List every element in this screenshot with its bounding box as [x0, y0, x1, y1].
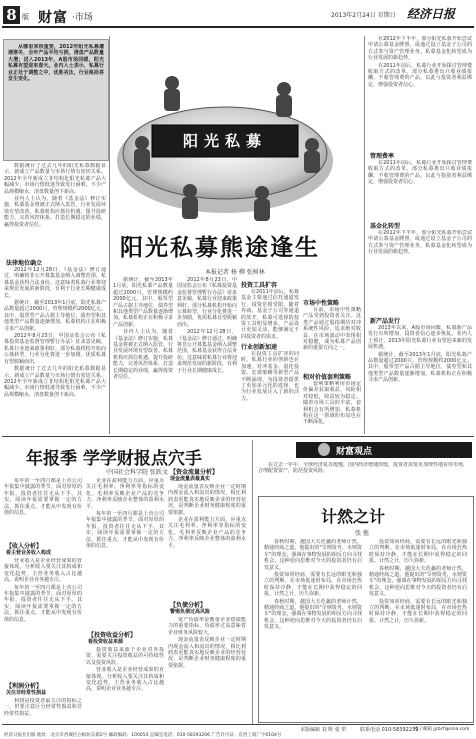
report-col-2 [86, 478, 164, 596]
report-sub-profit: 【利润分析】 [6, 683, 43, 690]
essay-byline: 张 弛 [355, 530, 369, 537]
report-col-3 [168, 484, 246, 596]
report-col-1c [4, 698, 82, 720]
main-col-5b [303, 381, 361, 427]
main-col-4b [241, 351, 299, 427]
lead-box [3, 39, 109, 161]
col5-paragraph-2: 套利策略利用市场定价偏差获取收益，风险相对较低，收益较为稳定。随着市场工具的丰富，套利机会有所增加，私募机构在这一领域的布局也在不断深化。 [303, 381, 361, 426]
report-paragraph-4: 企业在盈利能力方面，应重点关注毛利率、净利率等指标的变化。毛利率反映企业产品的竞争力，净利率反映企业整体的盈利水平。 [86, 478, 164, 510]
issue-date: 2013年2月24日 星期日 [331, 12, 396, 19]
right-col-new [368, 325, 472, 429]
main-col-4 [241, 289, 299, 339]
report-sub-income: 【收入分析】 [6, 543, 43, 550]
column-rule-right [364, 36, 365, 434]
report-paragraph-5: 投资收益来源于企业对外投资，需要关注投资收益的可持续性以及投资风险。 [86, 647, 164, 666]
right-paragraph-4: 在2012年下半年，部分阳光私募开始尝试申请公募基金牌照，或通过设立基金子公司的方式参与资产管理业务，私募基金化转型成为行业发展的新趋势。 [368, 230, 472, 256]
footer-email: 电子邮箱 jjrbcf@sina.com [414, 727, 470, 732]
essay-paragraph-2b: 春秋时期，越国大夫范蠡的老师计然，精通经商之道。他提出的"旱则资舟，水则资车"的理念，强调在事物发展的相反方向寻找机会，这种逆向思维对今天的投资者仍有启发意义。 [369, 565, 467, 598]
report-paragraph-5b: 营业收入是企业经营成果的直接体现。分析收入要关注其构成和变化趋势，主营业务收入占比越高，说明企业业务越专注。 [86, 667, 164, 693]
main-col-5 [303, 307, 361, 369]
report-sub-income-2: 看主营业务收入构成 [6, 550, 52, 556]
report-paragraph-7b: 现金流量表反映企业一定时期内现金流入和流出的情况，相比利润表更能真实地反映企业的经营状况，是判断企业财务健康程度的重要依据。 [168, 637, 246, 669]
intro-paragraph-2: 业内人士认为，随着《基金法》修订实施，私募基金将被正式纳入监管，行业发展环境有望改善。私募机构应抓住机遇，提升投研能力，完善风控体系，打造长期稳定的业绩，赢得投资者信任。 [4, 196, 106, 228]
subheading-fund: 基金化转型 [370, 223, 401, 230]
report-col-2b [86, 647, 164, 720]
col2-paragraph: 据统计，截至2013年1月底，阳光私募产品数量超过2000只，管理规模约2000亿元。其中，股票型产品占据主导地位，债券型和其他类型产品数量逐渐增加。私募机构正在积极寻求产品创新。 [113, 277, 173, 328]
report-paragraph-6: 现金流量表反映企业一定时期内现金流入和流出的情况，相比利润表更能真实地反映企业的经营状况，是判断企业财务健康程度的重要依据。 [168, 484, 246, 516]
main-headline: 阳光私募熊途逢生 [120, 234, 320, 261]
report-sub-flow-2: 现金流量表最真实 [170, 476, 211, 482]
section-title: 财富 [38, 10, 68, 26]
right-paragraph-6: 据统计，截至2013年1月底，阳光私募产品数量超过2000只，管理规模约2000亿元。其中，股票型产品占据主导地位，债券型和其他类型产品数量逐渐增加。私募机构正在积极寻求产品创新。 [368, 351, 472, 384]
report-paragraph-2b: 每年的一至四月都是上市公司年报集中披露的季节。面对厚厚的年报，投资者往往无从下手。其实，阅读年报需要掌握一定的方法，抓住重点，才能从中发现有价值的信息。 [4, 584, 82, 623]
main-intro-text [4, 163, 106, 255]
subheading-legal: 法律地位确立 [6, 260, 43, 267]
wealth-banner [256, 440, 472, 492]
right-paragraph: 在2012年下半年，部分阳光私募开始尝试申请公募基金牌照，或通过设立基金子公司的方式参与资产管理业务，私募基金化转型成为行业发展的新趋势。 [368, 36, 472, 62]
report-paragraph-3: 利润是投资者最关注的指标之一，但要注意区分经常性损益和非经常性损益。 [4, 698, 82, 717]
right-paragraph-5: 2013年以来，A股市场回暖，私募新产品发行有所增加，投资者信心逐步恢复。业内人士预计，2013年阳光私募行业有望迎来新的发展机遇。 [368, 325, 472, 351]
main-col-3 [177, 277, 237, 427]
hero-illustration [112, 33, 338, 223]
section-divider [2, 436, 474, 437]
report-col-3b [168, 617, 246, 720]
report-paragraph-2: 营业收入是企业经营成果的直接体现。分析收入要关注其构成和变化趋势，主营业务收入占比越高，说明企业业务越专注。 [4, 558, 82, 584]
main-byline: 本报记者 杨 柳 张树林 [205, 269, 265, 276]
report-headline: 年报季 学学财报点穴手 [26, 449, 202, 469]
essay-col-2 [369, 539, 467, 715]
lead-box-text: 从哪里来很重要，2012年阳光私募遭遇寒冬，全年产品平均亏损，清盘产品数量大增；进入2013年，A股市场回暖，阳光私募有望迎来春天。业内人士表示，私募行业正处于调整之中，优胜劣汰，行业格局将发生变化。 [8, 44, 104, 83]
right-col-top [368, 36, 472, 148]
footer-imprint: 经济日报社出版 地址：北京市西城区白纸坊东街2号 邮政编码：100054 总编室电话：010-58393206 广告许可证：京西工商广字0104号 [4, 733, 282, 738]
subheading-mgmt: 管理费率 [370, 153, 395, 160]
wealth-label: 财富观点 [336, 447, 373, 457]
col2-paragraph-2: 业内人士认为，随着《基金法》修订实施，私募基金将被正式纳入监管，行业发展环境有望改善。私募机构应抓住机遇，提升投研能力，完善风控体系，打造长期稳定的业绩，赢得投资者信任。 [113, 329, 173, 381]
report-sub-flow: 【资金流量分析】 [170, 469, 219, 476]
subsection-title: ·市场 [72, 13, 93, 23]
legal-paragraph-2: 据统计，截至2013年1月底，阳光私募产品数量超过2000只，管理规模约2000亿元。其中，股票型产品占据主导地位，债券型和其他类型产品数量逐渐增加。私募机构正在积极寻求产品创新。 [4, 300, 106, 332]
wealth-text: 在过去一年中，全球经济复苏缓慢，国内经济增速放缓，投资者需要更加理性地看待市场，合理配置资产，防范投资风险。 [258, 462, 468, 475]
main-col-2 [113, 277, 173, 427]
col3-paragraph-2: 2012年12月28日，《基金法》修订通过，明确将非公开募集基金纳入调整范围，私募基金获得合法身份。这意味着私募行业将迎来规范发展的新阶段，有利于行业长期健康成长。 [177, 329, 237, 374]
report-sub-cash: 【投资收益分析】 [88, 632, 137, 639]
col4-paragraph-2: 在投资工具扩容的同时，私募行业的创新也在加速。对冲基金、量化投资、宏观策略等新型产品不断涌现，为投资者提供了更加多元化的选择，也为行业发展注入了新的活力。 [241, 351, 299, 402]
report-paragraph: 每年的一至四月都是上市公司年报集中披露的季节。面对厚厚的年报，投资者往往无从下手。其实，阅读年报需要掌握一定的方法，抓住重点，才能从中发现有价值的信息。 [4, 478, 82, 517]
subheading-industry: 行业创新加速 [241, 344, 278, 351]
right-col-fund [368, 230, 472, 290]
right-paragraph-3: 在2011年前后，私募行业开始探讨管理费收取方式的改革。部分私募推出只收业绩报酬、不收管理费的产品，以此与投资者利益绑定，增强投资者信心。 [368, 160, 472, 186]
report-byline: 中国社会科学院 张跃文 [106, 469, 168, 476]
wealth-bag-icon [318, 443, 330, 456]
col3-paragraph: 2012年8月23日，中国证监会公布《私募投资基金监督管理暂行办法》征求意见稿，私募行业迎来政策利好。部分私募机构开始向公募转型，行业分化将进一步加剧，优质私募有望脱颖而出。 [177, 277, 237, 328]
essay-paragraph: 春秋时期，越国大夫范蠡的老师计然，精通经商之道。他提出的"旱则资舟，水则资车"的理念，强调在事物发展的相反方向寻找机会，这种逆向思维对今天的投资者仍有启发意义。 [264, 539, 362, 571]
essay-paragraph-1c: 春秋时期，越国大夫范蠡的老师计然，精通经商之道。他提出的"旱则资舟，水则资车"的理念，强调在事物发展的相反方向寻找机会，这种逆向思维对今天的投资者仍有启发意义。 [264, 598, 362, 631]
page-number-badge [3, 6, 20, 24]
subheading-new: 新产品发行 [370, 318, 401, 325]
legal-text [4, 267, 106, 429]
subheading-trust: 投资工具扩容 [241, 282, 278, 289]
essay-headline: 计然之计 [321, 507, 386, 526]
legal-paragraph-4: 数据统计了过去几年的阳光私募数据显示，新成立产品数量与市场行情有密切关系。2012年全年新成立非结构化阳光私募产品大幅减少，市场行情低迷导致发行困难，不少产品规模缩水，清盘数量创下新高。 [4, 366, 106, 398]
right-col-mgmt [368, 160, 472, 218]
essay-paragraph-1b: 投资如同经商，需要有长远的眼光和独立的判断。在市场低迷时布局，在市场狂热时保持冷静，才能在长期中获得稳定的回报。计然之计，历久弥新。 [264, 572, 362, 598]
page-number: 8 [6, 6, 17, 24]
column-rule-left [109, 36, 110, 434]
legal-paragraph: 2012年12月28日，《基金法》修订通过，明确将非公开募集基金纳入调整范围，私募基金获得合法身份。这意味着私募行业将迎来规范发展的新阶段，有利于行业长期健康成长。 [4, 267, 106, 299]
masthead-rule [2, 26, 474, 28]
footer-rule [2, 724, 474, 725]
essay-paragraph-2c: 投资如同经商，需要有长远的眼光和独立的判断。在市场低迷时布局，在市场狂热时保持冷静，才能在长期中获得稳定的回报。计然之计，历久弥新。 [369, 598, 467, 624]
boardroom-illustration [112, 33, 338, 223]
subheading-market: 市场中性策略 [303, 300, 340, 307]
col4-paragraph: 在2011年前后，私募基金主要通过信托通道发行，投资范围受限。随着券商、基金子公司等通道的放开，私募可选择的投资工具明显增多，产品设计更加灵活，能够满足不同投资者的需求。 [241, 289, 299, 339]
essay-col-1 [264, 539, 362, 715]
report-paragraph-7: 资产负债率是衡量企业偿债能力的重要指标，负债率过高意味着企业财务风险较大。 [168, 617, 246, 636]
footer-phone: 联系电话 010-58392239 [360, 727, 419, 733]
report-sub-cash-2: 看投资收益来源 [88, 639, 124, 645]
masthead [0, 0, 476, 32]
page-label: 版 [22, 13, 29, 21]
report-paragraph-4b: 每年的一至四月都是上市公司年报集中披露的季节。面对厚厚的年报，投资者往往无从下手。其实，阅读年报需要掌握一定的方法，抓住重点，才能从中发现有价值的信息。 [86, 511, 164, 550]
essay-box [258, 496, 474, 723]
report-col-1b [4, 558, 82, 678]
essay-paragraph-2: 投资如同经商，需要有长远的眼光和独立的判断。在市场低迷时布局，在市场狂热时保持冷静，才能在长期中获得稳定的回报。计然之计，历久弥新。 [369, 539, 467, 565]
col5-paragraph: 目前，市场中性策略产品受到投资者关注。这类产品通过股指期货对冲系统性风险，追求绝对收益，在市场波动中表现相对稳健，成为私募产品创新的重要方向之一。 [303, 307, 361, 352]
column-rule-bottom [252, 440, 253, 724]
paper-name: 经济日报 [407, 7, 456, 21]
report-sub-profit-2: 关注非经常性损益 [6, 690, 47, 696]
right-paragraph-2: 在2011年前后，私募行业开始探讨管理费收取方式的改革。部分私募推出只收业绩报酬、不收管理费的产品，以此与投资者利益绑定，增强投资者信心。 [368, 62, 472, 88]
report-paragraph-6b: 企业在盈利能力方面，应重点关注毛利率、净利率等指标的变化。毛利率反映企业产品的竞争力，净利率反映企业整体的盈利水平。 [168, 517, 246, 549]
legal-paragraph-3: 2012年8月23日，中国证监会公布《私募投资基金监督管理暂行办法》征求意见稿，私募行业迎来政策利好。部分私募机构开始向公募转型，行业分化将进一步加剧，优质私募有望脱颖而出。 [4, 333, 106, 365]
hero-sign-text: 阳光私募 [182, 132, 267, 150]
report-sub-debt: 【负债分析】 [170, 602, 207, 609]
footer-editor: 本版编辑 刘 辉 张 犁 [300, 727, 347, 733]
report-col-1 [4, 478, 82, 538]
report-sub-debt-2: 警惕负债过高风险 [170, 609, 211, 615]
subheading-return: 相对价值套利策略 [303, 374, 352, 381]
intro-paragraph: 数据统计了过去几年的阳光私募数据显示，新成立产品数量与市场行情有密切关系。2012年全年新成立非结构化阳光私募产品大幅减少，市场行情低迷导致发行困难，不少产品规模缩水，清盘数量创下新高。 [4, 163, 106, 195]
